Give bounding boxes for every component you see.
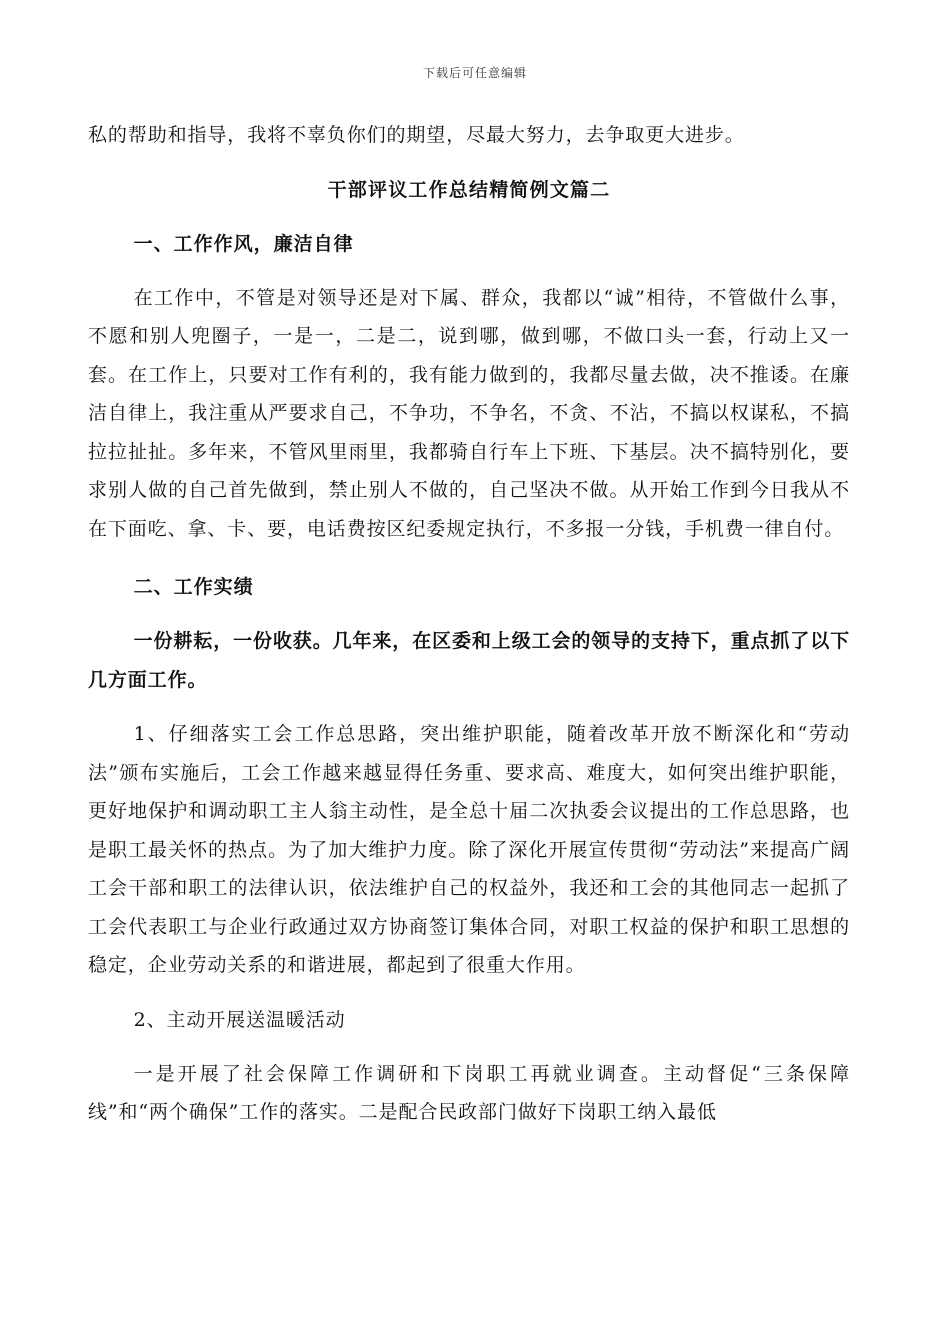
document-body <box>88 116 850 1132</box>
document-title: 干部评议工作总结精简例文篇二 <box>327 178 611 201</box>
section-heading-2: 二、工作实绩 <box>133 576 254 598</box>
continuation-paragraph: 私的帮助和指导，我将不辜负你们的期望，尽最大努力，去争取更大进步。 <box>88 124 745 146</box>
section-2-item-2-body: 一是开展了社会保障工作调研和下岗职工再就业调查。主动督促“三条保障线”和“两个确保”工作的落实。二是配合民政部门做好下岗职工纳入最低 <box>88 1062 850 1123</box>
section-heading-1: 一、工作作风，廉洁自律 <box>133 232 354 255</box>
section-1-body: 在工作中，不管是对领导还是对下属、群众，我都以“诚”相待，不管做什么事，不愿和别人兜圈子，一是一，二是二，说到哪，做到哪，不做口头一套，行动上又一套。在工作上，只要对工作有利的，我有能力做到的，我都尽量去做，决不推诿。在廉洁自律上，我注重从严要求自己，不争功，不争名，不贪、不沾，不搞以权谋私，不搞拉拉扯扯。多年来，不管风里雨里，我都骑自行车上下班、下基层。决不搞特别化，要求别人做的自己首先做到，禁止别人不做的，自己坚决不做。从开始工作到今日我从不在下面吃、拿、卡、要，电话费按区纪委规定执行，不多报一分钱，手机费一律自付。 <box>88 286 850 540</box>
section-2-intro: 一份耕耘，一份收获。几年来，在区委和上级工会的领导的支持下，重点抓了以下几方面工作。 <box>88 630 850 691</box>
section-2-item-2-heading: 2、主动开展送温暖活动 <box>133 1008 346 1031</box>
page-header: 下载后可任意编辑 <box>422 66 527 80</box>
section-2-item-1: 1、仔细落实工会工作总思路，突出维护职能，随着改革开放不断深化和“劳动法”颁布实施后，工会工作越来越显得任务重、要求高、难度大，如何突出维护职能，更好地保护和调动职工主人翁主动性，是全总十届二次执委会议提出的工作总思路，也是职工最关怀的热点。为了加大维护力度。除了深化开展宣传贯彻“劳动法”来提高广阔工会干部和职工的法律认识，依法维护自己的权益外，我还和工会的其他同志一起抓了工会代表职工与企业行政通过双方协商签订集体合同，对职工权益的保护和职工思想的稳定，企业劳动关系的和谐进展，都起到了很重大作用。 <box>88 723 850 976</box>
